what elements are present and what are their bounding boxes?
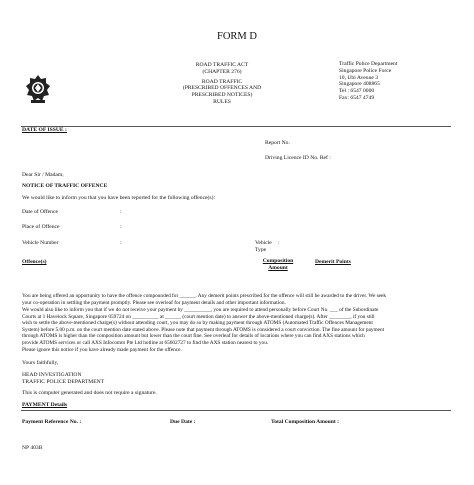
payment-reference-label: Payment Reference No. :	[22, 419, 82, 425]
payment-divider	[21, 410, 451, 411]
department-address: Traffic Police Department Singapore Police Force 10, Ubi Avenue 3 Singapore 408865 Tel : 6547 0000 Fax: 6547 4749	[339, 61, 398, 101]
vehicle-number-label: Vehicle Number	[22, 240, 59, 246]
composition-amount-header: Composition Amount	[262, 258, 294, 271]
demerit-points-header: Demerit Points	[315, 259, 351, 265]
offences-header: Offence(s)	[22, 259, 47, 265]
header-divider	[21, 126, 451, 127]
form-code: NP 403B	[22, 445, 43, 451]
vehicle-type-label: Vehicle Type	[255, 240, 272, 253]
signatory-block: HEAD INVESTIGATION TRAFFIC POLICE DEPARTMENT	[22, 372, 105, 385]
due-date-label: Due Date :	[170, 419, 196, 425]
field-colon: :	[278, 240, 280, 246]
total-composition-amount-label: Total Composition Amount :	[271, 419, 340, 425]
payment-details-heading: PAYMENT Details	[22, 402, 68, 408]
field-colon: :	[120, 209, 122, 215]
date-of-issue-label: DATE OF ISSUE :	[22, 127, 67, 133]
licence-id-label: Driving Licence ID No. Ref :	[265, 155, 331, 161]
body-paragraph-1: You are being offered an opportunity to have the offence compounded for ______. Any demerit points prescribed for the offence will still be awarded to the driver. We seek your co-operation in settling the payment promptly. Please see overleaf for payment details and other important information.	[22, 293, 387, 306]
notice-heading: NOTICE OF TRAFFIC OFFENCE	[22, 183, 108, 189]
intro-text: We would like to inform you that you have been reported for the following offence(s):	[22, 195, 215, 201]
police-crest-icon	[25, 74, 51, 104]
yours-faithfully: Yours faithfully,	[22, 360, 59, 366]
body-paragraph-2: We would also like to inform you that if we do not receive your payment by __________, you are required to attend personally before Court No. ___ of the Subordinate Courts at 1 Havelock Square, Singapore 059724 on __________ at ______ (court mention date) to answer the above-mentioned charge(s). After ________, if you still wish to settle the above-mentioned charge(s) without attending court, you may do so by making payment through ATOMS (Automated Traffic Offences Management System) before 5.00 p.m. on the court mention date stated above. Please note that payment through ATOMS is considered a court conviction. The fine amount for payment through ATOMS is higher than the composition amount but lower than the court fine. See overleaf for details of locations where you can find AXS stations which provide ATOMS services or call AXS Infocomm Pte Ltd hotline at 65602727 to find the AXS station nearest to you.	[22, 307, 385, 346]
ignore-notice-text: Please ignore this notice if you have already made payment for the offence.	[22, 347, 182, 353]
salutation: Dear Sir / Madam,	[22, 172, 64, 178]
place-of-offence-label: Place of Offence	[22, 224, 60, 230]
field-colon: :	[120, 240, 122, 246]
act-heading: ROAD TRAFFIC ACT (CHAPTER 276) ROAD TRAFFIC (PRESCRIBED OFFENCES AND PRESCRIBED NOTICES) RULES	[182, 62, 262, 105]
field-colon: :	[120, 224, 122, 230]
computer-generated-note: This is computer generated and does not require a signature.	[22, 390, 157, 396]
form-title: FORM D	[217, 31, 257, 42]
report-no-label: Report No.	[265, 140, 290, 146]
date-of-offence-label: Date of Offence	[22, 209, 58, 215]
